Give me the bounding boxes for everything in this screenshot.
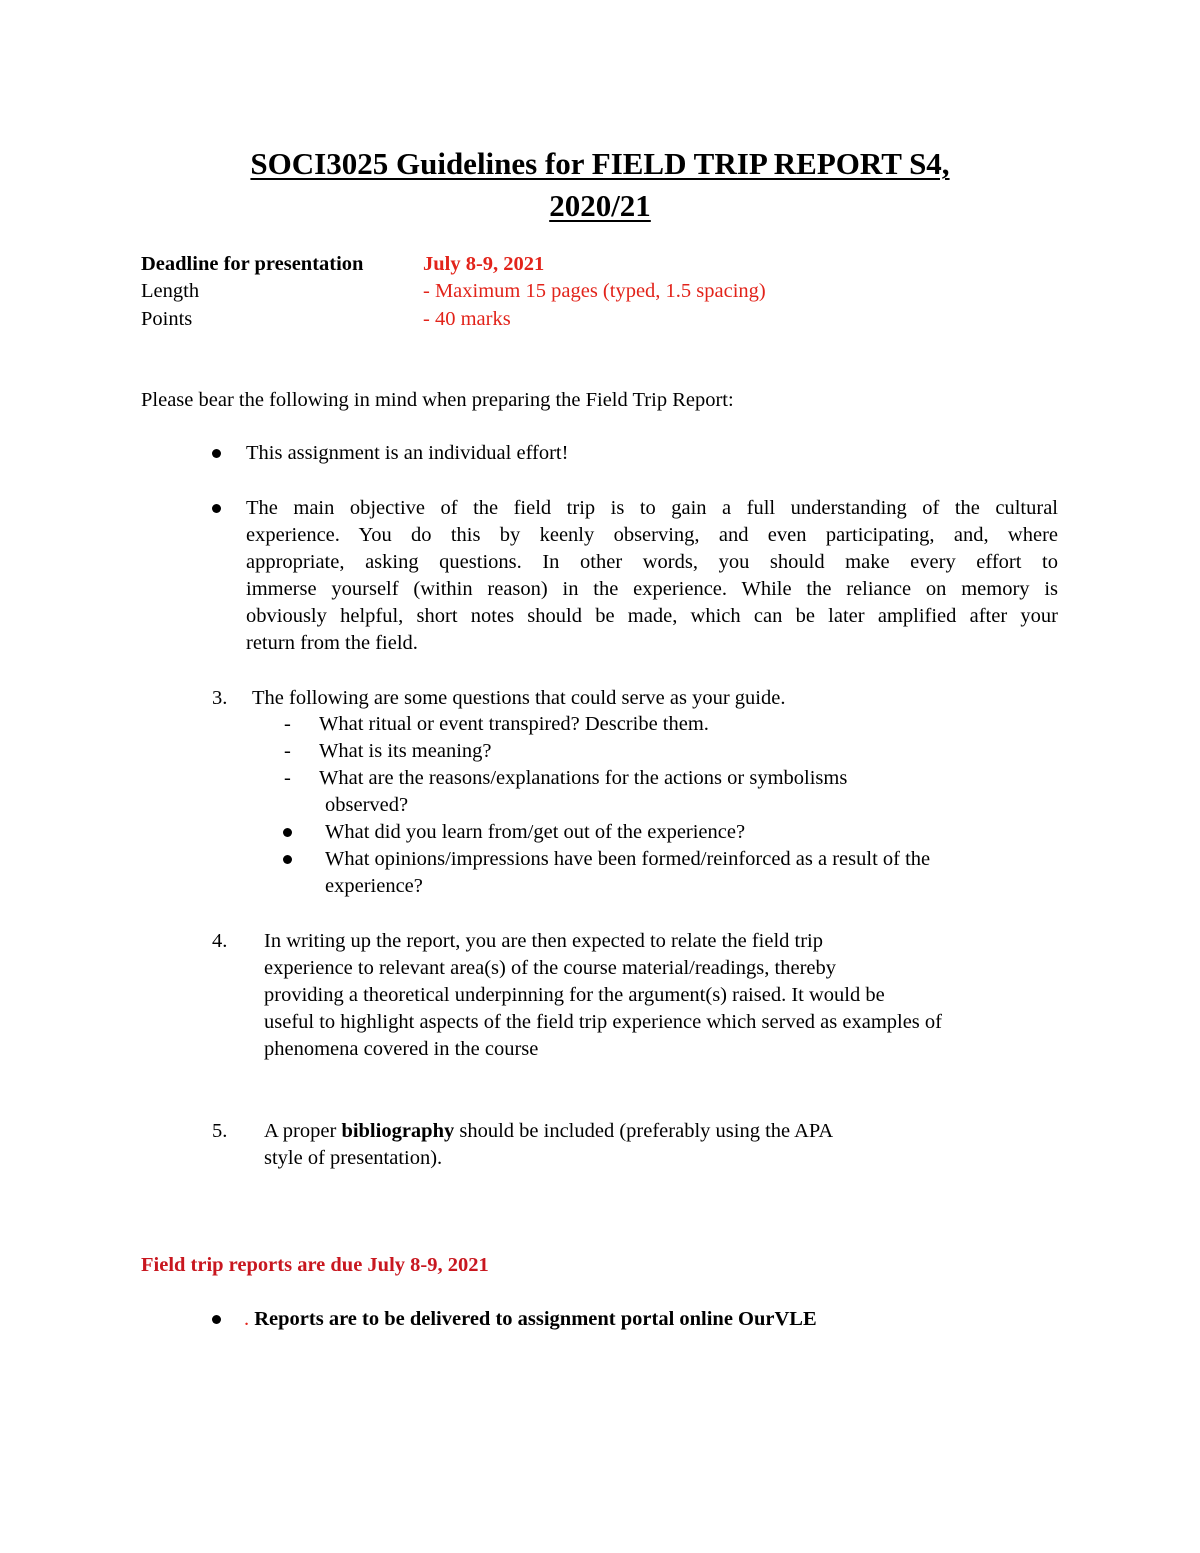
length-value: - Maximum 15 pages (typed, 1.5 spacing) [423, 280, 766, 302]
item-5-number: 5. [212, 1120, 228, 1142]
item-4-line: In writing up the report, you are then expected to relate the field trip [264, 930, 823, 952]
bullet-icon [212, 504, 221, 513]
delivery-text: Reports are to be delivered to assignment portal online OurVLE [254, 1308, 817, 1330]
item-4-line: phenomena covered in the course [264, 1038, 539, 1060]
bullet-1-text: This assignment is an individual effort! [246, 442, 569, 464]
points-label: Points [141, 308, 193, 330]
points-value: - 40 marks [423, 308, 511, 330]
bibliography-term: bibliography [341, 1120, 455, 1142]
bullet-icon [212, 1315, 221, 1324]
bullet-2-line: immerse yourself (within reason) in the experience. While the reliance on memory is [246, 578, 1058, 600]
bullet-2-line: appropriate, asking questions. In other words, you should make every effort to [246, 551, 1058, 573]
item-4-line: useful to highlight aspects of the field trip experience which served as examples of [264, 1011, 942, 1033]
question-5-line-1: What opinions/impressions have been formed/reinforced as a result of the [325, 848, 931, 870]
dash-icon: - [284, 767, 291, 789]
bullet-2-line: experience. You do this by keenly observing, and even participating, and, where [246, 524, 1058, 546]
item-5-pre: A proper [264, 1120, 342, 1142]
question-4: What did you learn from/get out of the experience? [325, 821, 746, 843]
question-3-line-2: observed? [325, 794, 409, 816]
intro-text: Please bear the following in mind when preparing the Field Trip Report: [141, 389, 734, 411]
item-3-number: 3. [212, 687, 228, 709]
deadline-label: Deadline for presentation [141, 253, 364, 275]
bullet-icon [212, 449, 221, 458]
length-label: Length [141, 280, 200, 302]
dash-icon: - [284, 713, 291, 735]
item-3-text: The following are some questions that could serve as your guide. [252, 687, 786, 709]
bullet-2-line: The main objective of the field trip is to gain a full understanding of the cultural [246, 497, 1058, 519]
question-1: What ritual or event transpired? Describe them. [319, 713, 709, 735]
question-2: What is its meaning? [319, 740, 492, 762]
item-5-post: should be included (preferably using the APA [454, 1120, 834, 1142]
deadline-value: July 8-9, 2021 [423, 253, 545, 275]
question-3-line-1: What are the reasons/explanations for the actions or symbolisms [319, 767, 848, 789]
bullet-2-paragraph [246, 495, 1058, 657]
item-4-line: experience to relevant area(s) of the course material/readings, thereby [264, 957, 836, 979]
item-5-line-1 [264, 1118, 833, 1145]
item-4-number: 4. [212, 930, 228, 952]
bullet-2-line: return from the field. [246, 632, 418, 654]
due-heading: Field trip reports are due July 8-9, 2021 [141, 1254, 489, 1276]
delivery-dot: . [244, 1308, 255, 1330]
bullet-2-line: obviously helpful, short notes should be made, which can be later amplified after your [246, 605, 1058, 627]
item-5-line-2: style of presentation). [264, 1147, 443, 1169]
item-4-line: providing a theoretical underpinning for the argument(s) raised. It would be [264, 984, 885, 1006]
dash-icon: - [284, 740, 291, 762]
question-5-line-2: experience? [325, 875, 423, 897]
bullet-icon [283, 828, 292, 837]
bullet-icon [283, 855, 292, 864]
page-title-line-1: SOCI3025 Guidelines for FIELD TRIP REPORT S4, [250, 146, 950, 181]
page-title-line-2: 2020/21 [549, 188, 651, 223]
delivery-line [244, 1306, 817, 1333]
